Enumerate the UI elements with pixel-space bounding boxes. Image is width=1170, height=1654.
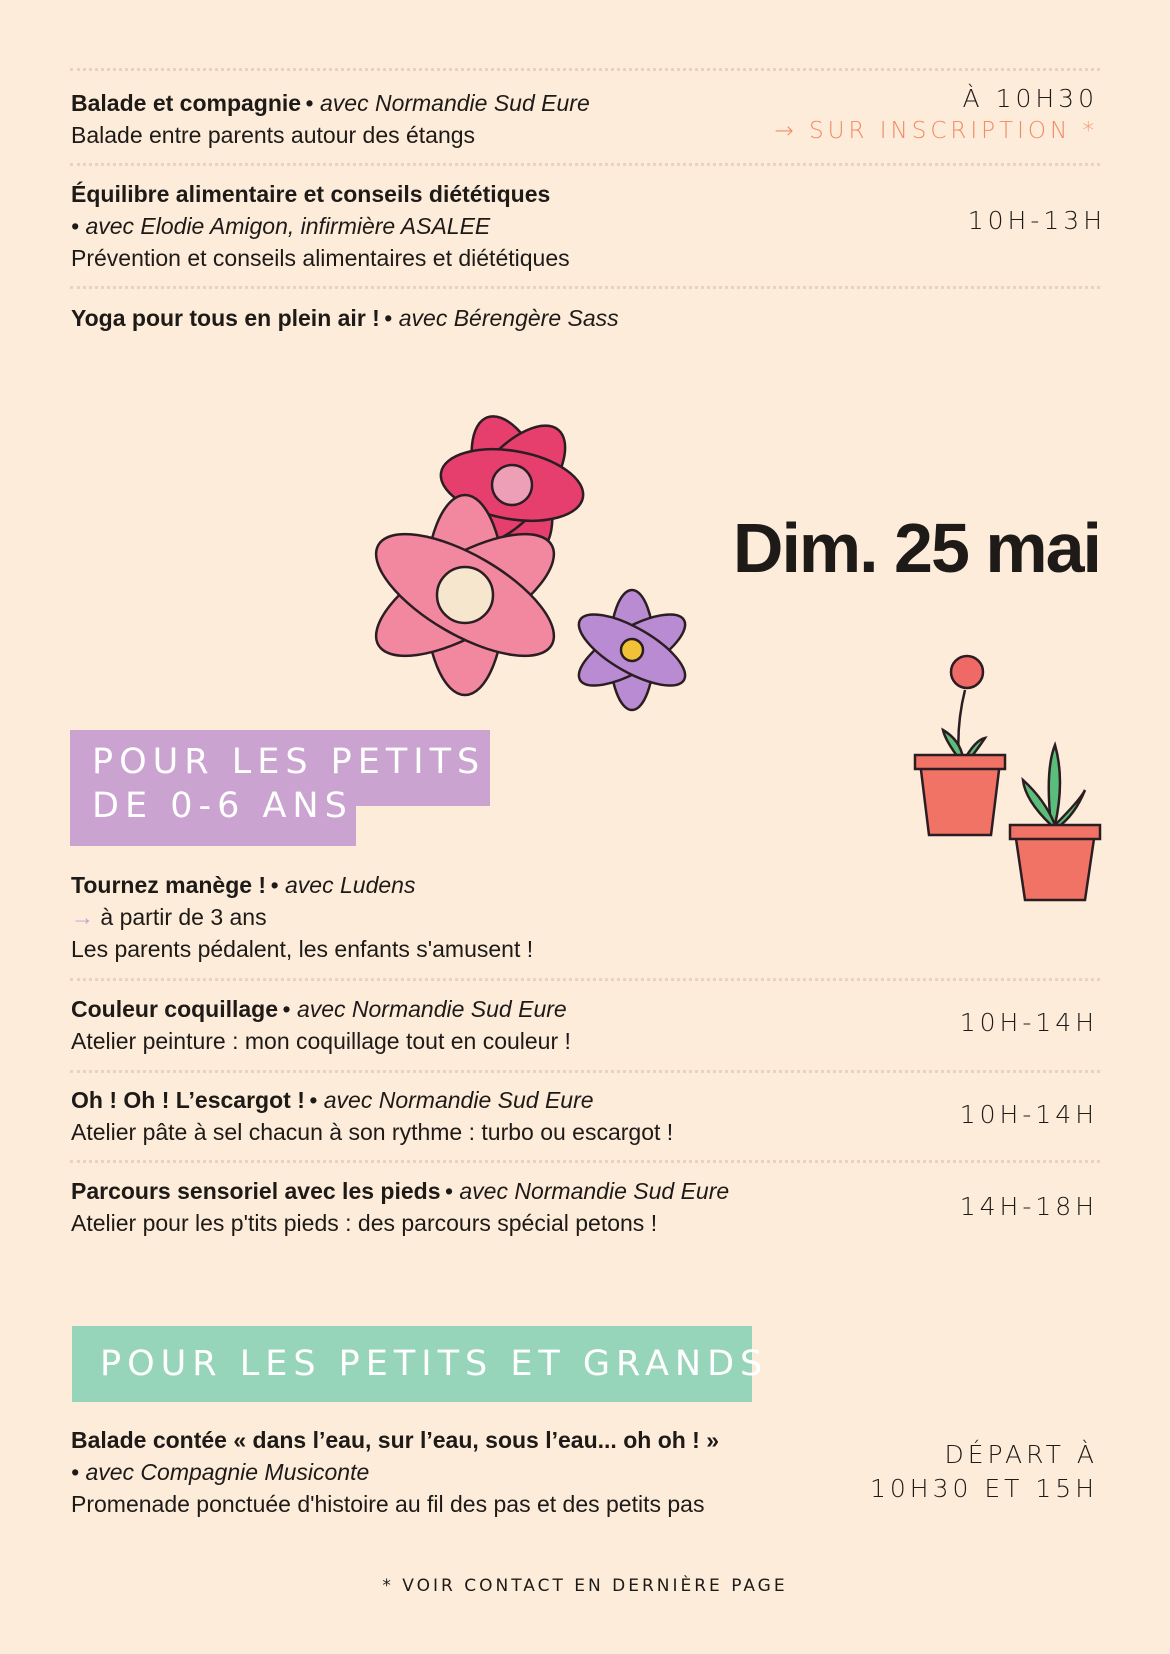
event-title-line: Parcours sensoriel avec les pieds • avec Normandie Sud Eure (71, 1178, 730, 1204)
event-title: Oh ! Oh ! L’escargot ! (71, 1087, 305, 1113)
arrow-icon: → (71, 904, 94, 930)
event-title: Parcours sensoriel avec les pieds (71, 1178, 441, 1204)
event-time: 10H-14H (959, 1100, 1098, 1129)
event-time: 14H-18H (959, 1192, 1098, 1221)
event-with: avec Normandie Sud Eure (323, 1087, 594, 1113)
event-desc: Atelier pour les p'tits pieds : des parcours spécial petons ! (71, 1210, 658, 1236)
event-desc: Les parents pédalent, les enfants s'amusent ! (71, 936, 534, 962)
registration-note: → SUR INSCRIPTION * (774, 118, 1098, 144)
event-desc: Atelier pâte à sel chacun à son rythme : turbo ou escargot ! (71, 1119, 674, 1145)
event-title: Couleur coquillage (71, 996, 279, 1022)
event-title-line: Oh ! Oh ! L’escargot ! • avec Normandie Sud Eure (71, 1087, 594, 1113)
divider (70, 978, 1100, 981)
event-with: avec Normandie Sud Eure (459, 1178, 730, 1204)
section-heading: POUR LES PETITS ET GRANDS (100, 1344, 769, 1384)
event-desc: Prévention et conseils alimentaires et diététiques (71, 245, 570, 271)
event-with: avec Normandie Sud Eure (296, 996, 567, 1022)
event-desc: Balade entre parents autour des étangs (71, 122, 476, 148)
event-desc: Promenade ponctuée d'histoire au fil des pas et des petits pas (71, 1491, 705, 1517)
event-with: • avec Compagnie Musiconte (71, 1459, 370, 1485)
event-title: Tournez manège ! (71, 872, 267, 898)
event-desc: Atelier peinture : mon coquillage tout en couleur ! (71, 1028, 571, 1054)
event-yoga-title-line: Yoga pour tous en plein air ! • avec Bérengère Sass (71, 305, 619, 331)
event-time: 10H30 ET 15H (870, 1474, 1098, 1503)
divider (70, 286, 1100, 289)
event-with: avec Ludens (285, 872, 416, 898)
event-title: Yoga pour tous en plein air ! (71, 305, 380, 331)
event-title: Balade et compagnie (71, 90, 302, 116)
event-title: Balade contée « dans l’eau, sur l’eau, sous l’eau... oh oh ! » (71, 1427, 720, 1453)
divider (70, 163, 1100, 166)
event-with: avec Normandie Sud Eure (319, 90, 590, 116)
section-heading: DE 0-6 ANS (92, 786, 353, 826)
divider (70, 1070, 1100, 1073)
plant-pots-illustration (905, 650, 1105, 910)
divider (70, 1160, 1100, 1163)
event-time: 10H-13H (967, 206, 1106, 235)
footnote: * VOIR CONTACT EN DERNIÈRE PAGE (382, 1576, 788, 1596)
event-with: avec Bérengère Sass (398, 305, 619, 331)
event-age-line (71, 901, 267, 933)
divider (70, 68, 1100, 71)
event-with: • avec Elodie Amigon, infirmière ASALEE (71, 213, 491, 239)
event-balade-title-line: Balade et compagnie • avec Normandie Sud Eure (71, 90, 590, 116)
event-time: 10H-14H (959, 1008, 1098, 1037)
flowers-illustration (350, 405, 710, 765)
event-time: À 10H30 (962, 84, 1098, 113)
page-title: Dim. 25 mai (732, 509, 1100, 587)
event-title-line: Couleur coquillage • avec Normandie Sud Eure (71, 996, 567, 1022)
event-time: DÉPART À (944, 1440, 1098, 1469)
event-title: Équilibre alimentaire et conseils diététiques (71, 181, 551, 207)
section-heading: POUR LES PETITS (92, 742, 486, 782)
event-title-line: Tournez manège ! • avec Ludens (71, 872, 416, 898)
event-age: à partir de 3 ans (100, 904, 267, 930)
